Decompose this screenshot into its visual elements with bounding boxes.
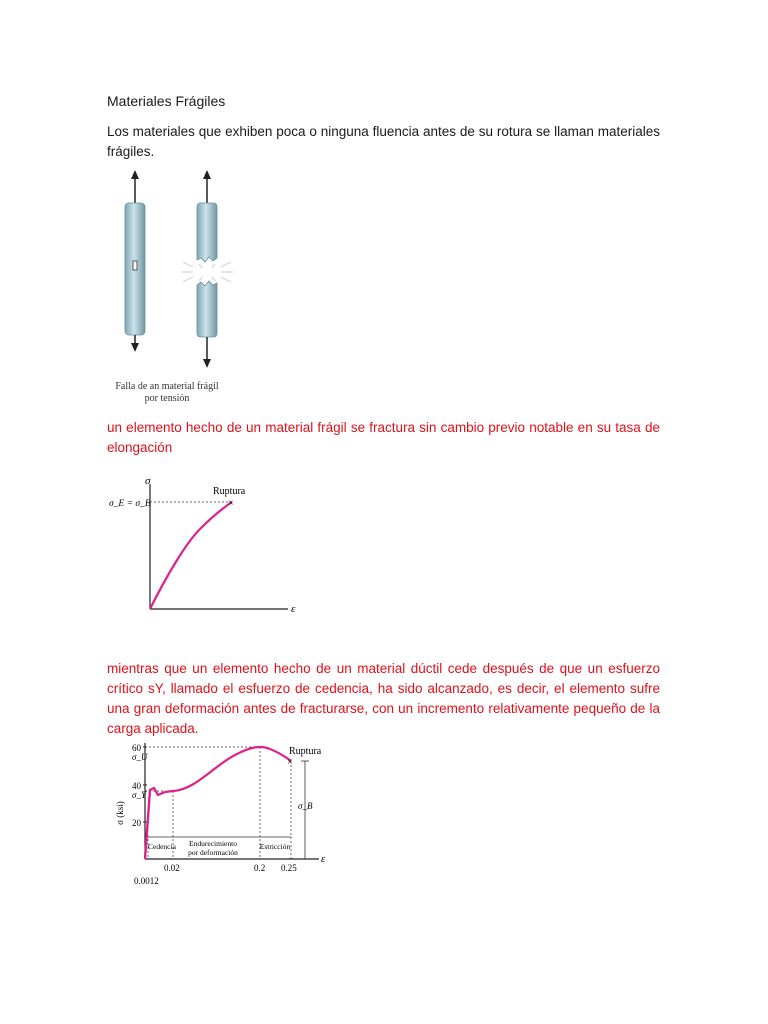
intro-paragraph: Los materiales que exhiben poca o ninguna fluencia antes de su rotura se llaman materiales frágiles. bbox=[107, 124, 660, 159]
rupture-label: Ruptura bbox=[289, 746, 322, 757]
brittle-failure-figure bbox=[105, 168, 255, 408]
intact-bar bbox=[125, 170, 145, 352]
y-tick-20: 20 bbox=[132, 818, 141, 828]
section-heading: Materiales Frágiles bbox=[107, 93, 226, 109]
region-por-deformacion: por deformación bbox=[188, 848, 238, 857]
x-axis-label: ε bbox=[321, 853, 326, 865]
sigma-u-label: σ_U bbox=[132, 752, 148, 762]
region-endurecimiento: Endurecimiento bbox=[189, 839, 237, 848]
sigma-y-label: σ_Y bbox=[132, 790, 146, 800]
region-estriccion: Estricción bbox=[259, 842, 291, 851]
rupture-mark: × bbox=[228, 498, 234, 509]
stress-label: σ_E = σ_B bbox=[109, 499, 151, 509]
y-axis-label: σ bbox=[145, 475, 151, 487]
rupture-label: Ruptura bbox=[213, 486, 246, 497]
y-axis-label: σ (ksi) bbox=[115, 801, 125, 825]
x-tick-02: 0.2 bbox=[254, 863, 266, 873]
brittle-stress-strain-chart bbox=[105, 474, 305, 619]
fracture-burst-icon bbox=[181, 262, 233, 282]
x-axis-label: ε bbox=[291, 603, 296, 615]
y-tick-40: 40 bbox=[132, 781, 141, 791]
fractured-bar bbox=[181, 170, 233, 368]
sigma-b-label: σ_B bbox=[298, 801, 313, 811]
brittle-paragraph: un elemento hecho de un material frágil se fractura sin cambio previo notable en su tasa de elongación bbox=[107, 420, 660, 455]
ductile-paragraph: mientras que un elemento hecho de un material dúctil cede después de que un esfuerzo crítico sY, llamado el esfuerzo de cedencia, ha sido alcanzado, es decir, el elemento sufre una gran deformación antes de fracturarse, con un incremento relativamente pequeño de la carga aplicada. bbox=[107, 661, 660, 736]
rupture-mark: × bbox=[287, 757, 293, 768]
x-tick-002: 0.02 bbox=[164, 863, 180, 873]
x-tick-00012: 0.0012 bbox=[134, 876, 159, 886]
figure-caption-line2: por tensión bbox=[144, 393, 190, 404]
brittle-curve bbox=[150, 502, 232, 609]
y-tick-60: 60 bbox=[132, 743, 141, 753]
region-cedencia: Cedencia bbox=[148, 842, 176, 851]
ductile-stress-strain-chart bbox=[105, 735, 335, 895]
figure-caption-line1: Falla de an material frágil bbox=[115, 381, 219, 392]
x-tick-025: 0.25 bbox=[281, 863, 297, 873]
